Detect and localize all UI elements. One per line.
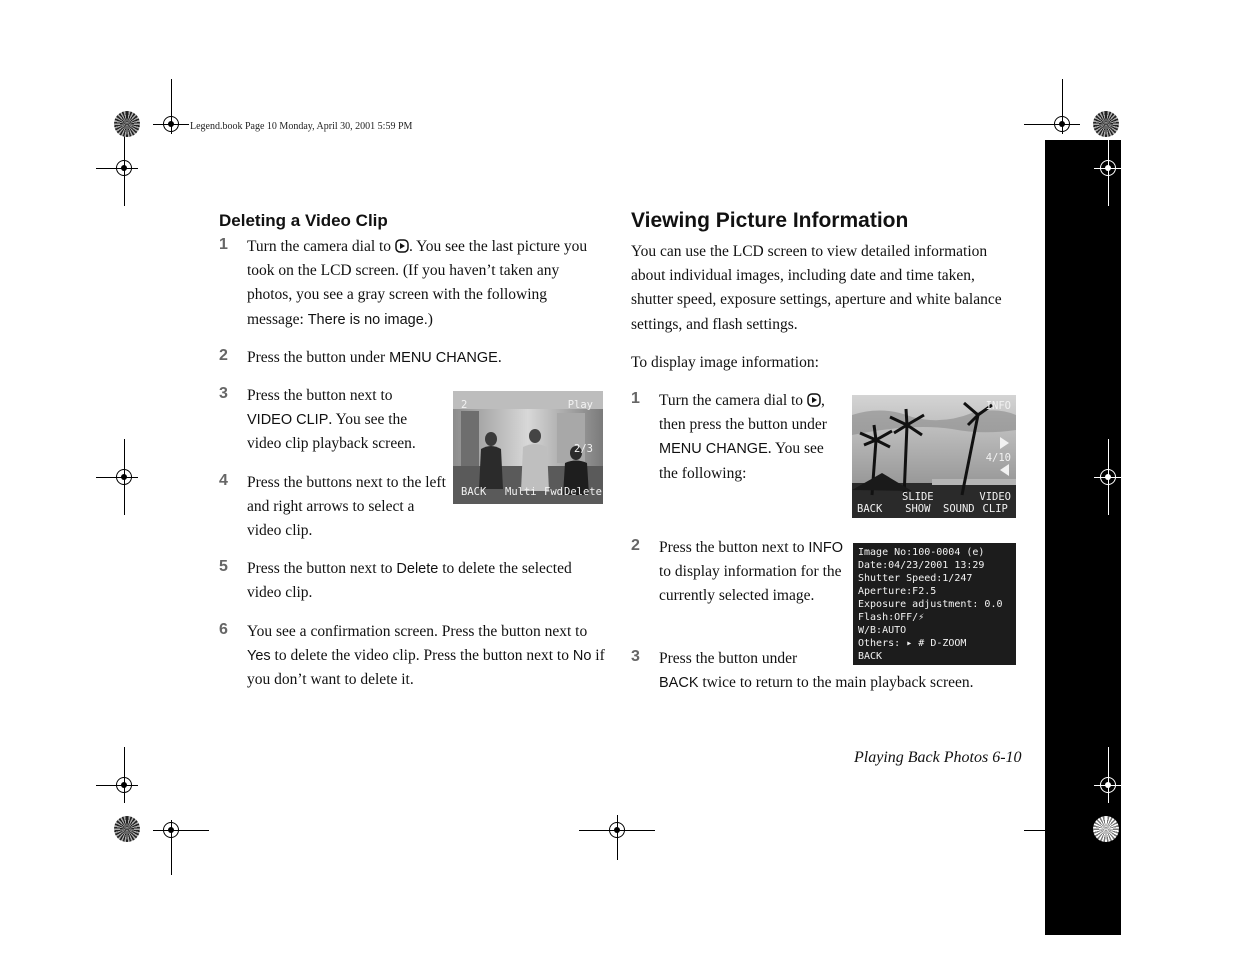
play-icon: ▸ [906, 638, 913, 649]
section-title-deleting-video-clip: Deleting a Video Clip [219, 211, 388, 230]
ui-label: BACK [659, 675, 699, 692]
ui-label: MENU CHANGE [659, 441, 768, 458]
color-bar-rosette [114, 816, 140, 842]
ui-message-text: There is no image. [307, 311, 428, 328]
step-text: Press the button next to INFO to display information for the currently selected image. [659, 539, 844, 605]
ui-label: VIDEO CLIP [247, 412, 329, 429]
softkey-video-clip: VIDEO CLIP [979, 491, 1011, 515]
playback-screen-image [852, 395, 1016, 518]
flash-icon: ⚡ [918, 612, 925, 623]
step-text: Press the button under MENU CHANGE. [247, 349, 502, 366]
softkey-sound: SOUND [943, 503, 975, 515]
image-counter: 4/10 [985, 452, 1011, 464]
left-arrow-icon [1000, 464, 1009, 476]
info-line-others: Others: ▸ # D-ZOOM [858, 638, 967, 649]
step-text: Press the button under BACK twice to return to the main playback screen. [659, 650, 974, 692]
step-text: Turn the camera dial to . You see the last picture you took on the LCD screen. (If you haven’t taken any photos, you see a gray screen with the following message: There is no image.) [247, 238, 588, 328]
color-bar-rosette [1093, 111, 1119, 137]
step-number: 3 [631, 648, 640, 665]
step-text: Press the button next to Delete to delete the selected video clip. [247, 560, 572, 602]
section-title-viewing-picture-information: Viewing Picture Information [631, 209, 909, 232]
step-number: 1 [631, 390, 640, 407]
info-line-flash: Flash:OFF/⚡ [858, 612, 925, 623]
step-number: 1 [219, 236, 228, 253]
step-text: Press the buttons next to the left and right arrows to select a video clip. [247, 474, 446, 540]
video-clip-screen-image [453, 391, 603, 504]
softkey-fwd: Fwd [544, 486, 563, 498]
clip-number: 2 [461, 399, 468, 411]
info-line-exposure: Exposure adjustment: 0.0 [858, 599, 1003, 610]
step-number: 2 [631, 537, 640, 554]
info-line-shutter: Shutter Speed:1/247 [858, 573, 973, 584]
ui-label: MENU CHANGE [389, 350, 498, 366]
ui-label: Delete [396, 561, 439, 577]
info-softkey-back: BACK [858, 651, 883, 662]
grid-icon: # [918, 638, 925, 649]
page-footer: Playing Back Photos 6-10 [854, 749, 1022, 766]
ui-label: No [572, 648, 592, 665]
step-text: Turn the camera dial to , then press the button under MENU CHANGE. You see the following: [659, 392, 827, 482]
play-label: Play [567, 399, 593, 411]
step-number: 3 [219, 385, 228, 402]
step-number: 6 [219, 621, 228, 638]
playback-icon [807, 393, 821, 407]
softkey-slide-show: SLIDE SHOW [902, 491, 934, 515]
file-info-header: Legend.book Page 10 Monday, April 30, 2001 5:59 PM [190, 121, 413, 132]
intro-paragraph: You can use the LCD screen to view detailed information about individual images, including date and time taken, shutter speed, exposure settings, aperture and white balance settings, and flash settings. [631, 243, 1002, 333]
step-number: 5 [219, 558, 228, 575]
step-text: Press the button next to VIDEO CLIP. You see the video clip playback screen. [247, 387, 416, 453]
ui-label: Yes [247, 648, 271, 665]
step-number: 2 [219, 347, 228, 364]
info-label: INFO [985, 400, 1011, 412]
color-bar-rosette [1093, 816, 1119, 842]
clip-counter: 2/3 [574, 443, 593, 455]
right-arrow-icon [1000, 437, 1009, 449]
info-line-aperture: Aperture:F2.5 [858, 586, 937, 597]
info-line-white-balance: W/B:AUTO [858, 625, 907, 636]
softkey-back: BACK [857, 503, 883, 515]
color-bar-rosette [114, 111, 140, 137]
softkey-delete: Delete [564, 486, 602, 498]
info-line-date: Date:04/23/2001 13:29 [858, 560, 985, 571]
playback-icon [395, 239, 409, 253]
info-line-image-no: Image No:100-0004 (e) [858, 547, 985, 558]
lead-in-paragraph: To display image information: [631, 354, 819, 371]
step-text: You see a confirmation screen. Press the button next to Yes to delete the video clip. Press the button next to No if you don’t want to delete it. [247, 623, 605, 689]
ui-label: INFO [808, 540, 844, 556]
step-number: 4 [219, 472, 228, 489]
softkey-multi: Multi [505, 486, 537, 498]
softkey-back: BACK [461, 486, 487, 498]
